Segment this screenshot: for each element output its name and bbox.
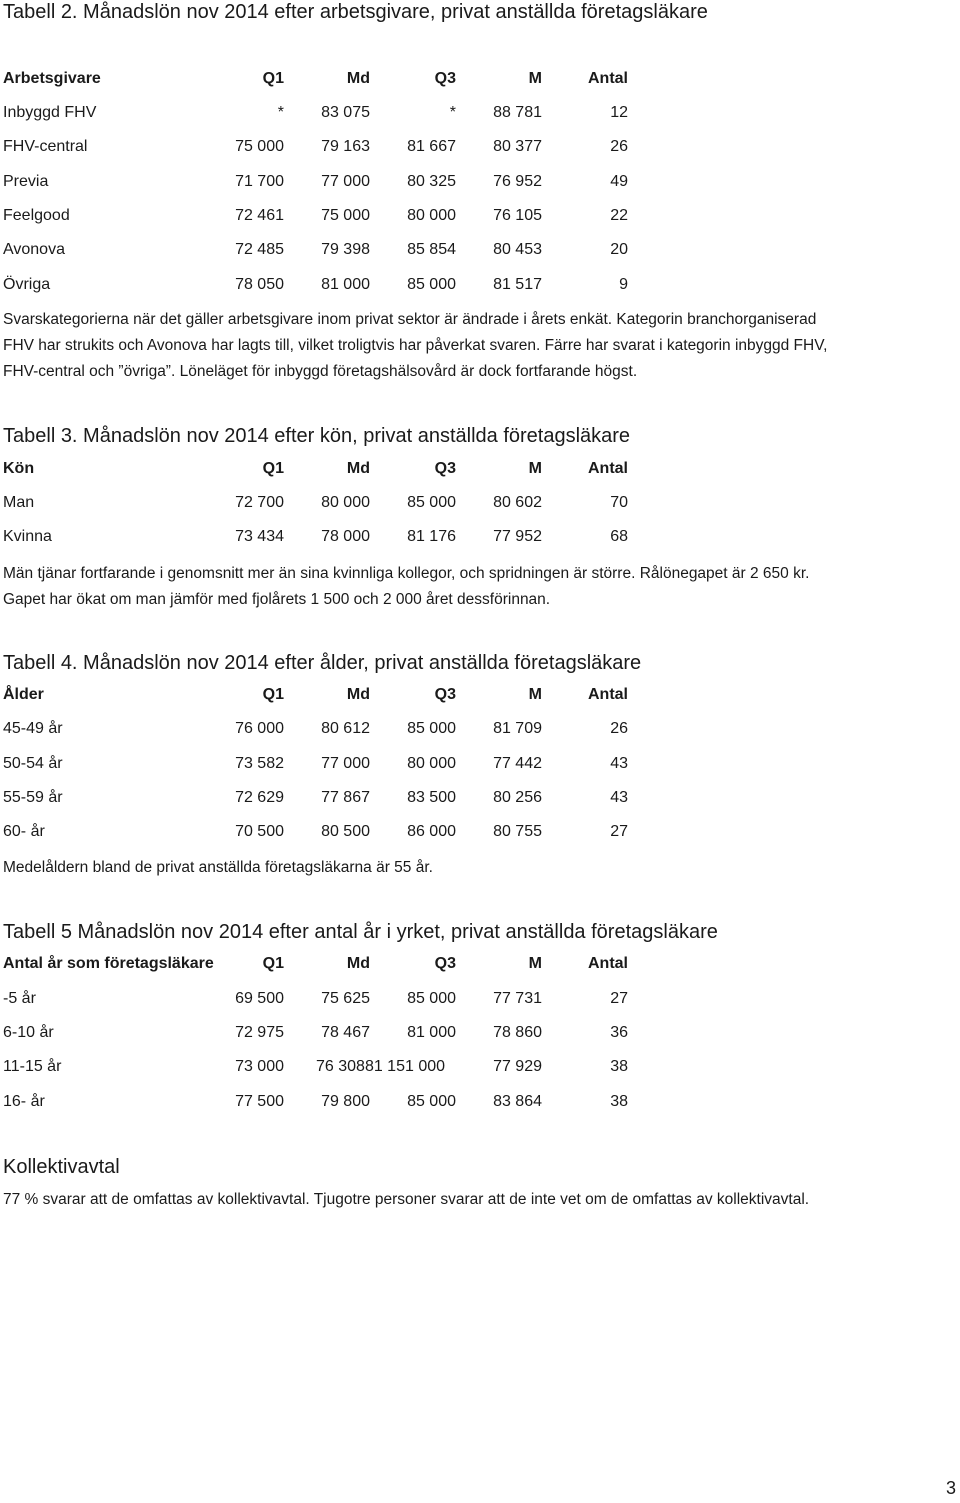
cell-md: 81 000 — [321, 276, 370, 293]
note-line: FHV-central och ”övriga”. Löneläget för inbyggd företagshälsovård är dock fortfarande högst. — [3, 363, 638, 380]
cell-q1: 72 485 — [235, 241, 284, 258]
table-row — [0, 1058, 640, 1080]
table4-header-q3: Q3 — [434, 686, 456, 703]
cell-q3: 80 325 — [407, 173, 456, 190]
note-line: Gapet har ökat om man jämför med fjolårets 1 500 och 2 000 året dessförinnan. — [3, 591, 551, 608]
cell-q1: 71 700 — [235, 173, 284, 190]
cell-q1: 73 582 — [235, 755, 284, 772]
table-row — [0, 823, 640, 845]
table2-header-label: Arbetsgivare — [3, 70, 101, 87]
table-row — [0, 789, 640, 811]
cell-antal: 26 — [610, 720, 628, 737]
table5-title: Tabell 5 Månadslön nov 2014 efter antal år i yrket, privat anställda företagsläkare — [3, 921, 718, 943]
cell-q3: 83 500 — [407, 789, 456, 806]
table-row — [0, 755, 640, 777]
kollektivavtal-text: 77 % svarar att de omfattas av kollektivavtal. Tjugotre personer svarar att de inte vet om de omfattas av kollektivavtal. — [3, 1191, 810, 1208]
cell-q1: 77 500 — [235, 1093, 284, 1110]
table4-header-md: Md — [346, 686, 370, 703]
note-line: Svarskategorierna när det gäller arbetsgivare inom privat sektor är ändrade i årets enkät. Kategorin branchorganiserad — [3, 311, 817, 328]
cell-q1: 72 975 — [235, 1024, 284, 1041]
cell-q3: * — [449, 104, 456, 121]
table5-header-q3: Q3 — [434, 955, 456, 972]
cell-q1: 76 000 — [235, 720, 284, 737]
table3-note — [3, 561, 809, 613]
table3-header-row — [0, 460, 640, 482]
table3-header-q3: Q3 — [434, 460, 456, 477]
cell-md: 77 000 — [321, 755, 370, 772]
cell-m: 88 781 — [493, 104, 542, 121]
cell-m: 81 517 — [493, 276, 542, 293]
table4-header-m: M — [528, 686, 542, 703]
table-row — [0, 138, 640, 160]
cell-q3: 85 000 — [407, 1093, 456, 1110]
table2-title: Tabell 2. Månadslön nov 2014 efter arbetsgivare, privat anställda företagsläkare — [3, 1, 708, 23]
cell-md: 79 163 — [321, 138, 370, 155]
cell-q3: 81 000 — [407, 1024, 456, 1041]
cell-m: 80 453 — [493, 241, 542, 258]
cell-q1: 73 434 — [235, 528, 284, 545]
cell-md: 77 867 — [321, 789, 370, 806]
table4-header-label: Ålder — [3, 686, 44, 703]
table3-header-label: Kön — [3, 460, 35, 477]
note-line: FHV har strukits och Avonova har lagts till, vilket troligtvis har påverkat svaren. Färre har svarat i kategorin inbyggd FHV, — [3, 337, 828, 354]
row-label: 55-59 år — [3, 789, 63, 806]
cell-q1: 69 500 — [235, 990, 284, 1007]
table5-header-md: Md — [346, 955, 370, 972]
cell-q3: 80 000 — [407, 755, 456, 772]
note-line: Medelåldern bland de privat anställda företagsläkarna är 55 år. — [3, 859, 433, 876]
row-label: Feelgood — [3, 207, 70, 224]
cell-antal: 26 — [610, 138, 628, 155]
cell-q1: 73 000 — [235, 1058, 284, 1075]
cell-m: 80 256 — [493, 789, 542, 806]
table3-header-q1: Q1 — [262, 460, 284, 477]
cell-antal: 20 — [610, 241, 628, 258]
table5-header-label: Antal år som företagsläkare — [3, 955, 214, 972]
row-label: 16- år — [3, 1093, 45, 1110]
row-label: 60- år — [3, 823, 45, 840]
cell-antal: 27 — [610, 990, 628, 1007]
cell-q1: 75 000 — [235, 138, 284, 155]
table2-note — [3, 307, 827, 385]
table3-title: Tabell 3. Månadslön nov 2014 efter kön, privat anställda företagsläkare — [3, 425, 631, 447]
table-row — [0, 1093, 640, 1115]
table3-header-m: M — [528, 460, 542, 477]
table4-header-antal: Antal — [588, 686, 628, 703]
table3-header-antal: Antal — [588, 460, 628, 477]
cell-md: 78 467 — [321, 1024, 370, 1041]
cell-m: 83 864 — [493, 1093, 542, 1110]
cell-md: 80 000 — [321, 494, 370, 511]
table-row — [0, 494, 640, 516]
row-label: Man — [3, 494, 35, 511]
cell-md: 76 30881 151 000 — [316, 1058, 446, 1075]
table5-header-q1: Q1 — [262, 955, 284, 972]
row-label: Kvinna — [3, 528, 52, 545]
cell-antal: 36 — [610, 1024, 628, 1041]
cell-md: 79 398 — [321, 241, 370, 258]
table5-header-antal: Antal — [588, 955, 628, 972]
table4-title: Tabell 4. Månadslön nov 2014 efter ålder, privat anställda företagsläkare — [3, 652, 642, 674]
row-label: 11-15 år — [3, 1058, 62, 1075]
table4-header-row — [0, 686, 640, 708]
cell-md: 79 800 — [321, 1093, 370, 1110]
cell-antal: 22 — [610, 207, 628, 224]
table2-header-row — [0, 70, 640, 92]
table-row — [0, 528, 640, 550]
table2-header-q3: Q3 — [434, 70, 456, 87]
cell-md: 80 612 — [321, 720, 370, 737]
cell-antal: 38 — [610, 1093, 628, 1110]
cell-md: 77 000 — [321, 173, 370, 190]
table5-header-m: M — [528, 955, 542, 972]
cell-q1: 70 500 — [235, 823, 284, 840]
table2-header-antal: Antal — [588, 70, 628, 87]
cell-q3: 81 667 — [407, 138, 456, 155]
cell-m: 77 952 — [493, 528, 542, 545]
cell-antal: 12 — [610, 104, 628, 121]
cell-m: 76 105 — [493, 207, 542, 224]
cell-antal: 9 — [619, 276, 628, 293]
table3-header-md: Md — [346, 460, 370, 477]
row-label: 50-54 år — [3, 755, 63, 772]
row-label: 45-49 år — [3, 720, 63, 737]
cell-md: 78 000 — [321, 528, 370, 545]
cell-antal: 38 — [610, 1058, 628, 1075]
cell-q3: 81 176 — [407, 528, 456, 545]
cell-m: 81 709 — [493, 720, 542, 737]
table4-note — [3, 855, 433, 881]
table-row — [0, 276, 640, 298]
cell-q3: 80 000 — [407, 207, 456, 224]
cell-antal: 68 — [610, 528, 628, 545]
row-label: Inbyggd FHV — [3, 104, 97, 121]
table2-header-q1: Q1 — [262, 70, 284, 87]
cell-md: 80 500 — [321, 823, 370, 840]
row-label: Avonova — [3, 241, 65, 258]
table2-header-md: Md — [346, 70, 370, 87]
cell-antal: 27 — [610, 823, 628, 840]
table-row — [0, 173, 640, 195]
cell-q3: 85 000 — [407, 494, 456, 511]
note-line: Män tjänar fortfarande i genomsnitt mer än sina kvinnliga kollegor, och spridningen är större. Rålönegapet är 2 650 kr. — [3, 565, 810, 582]
table-row — [0, 241, 640, 263]
row-label: Previa — [3, 173, 49, 190]
cell-q3: 85 000 — [407, 276, 456, 293]
table-row — [0, 104, 640, 126]
table-row — [0, 207, 640, 229]
table4-header-q1: Q1 — [262, 686, 284, 703]
cell-q3: 86 000 — [407, 823, 456, 840]
cell-q3: 85 854 — [407, 241, 456, 258]
cell-m: 77 929 — [493, 1058, 542, 1075]
cell-q1: 78 050 — [235, 276, 284, 293]
row-label: 6-10 år — [3, 1024, 54, 1041]
cell-m: 78 860 — [493, 1024, 542, 1041]
row-label: -5 år — [3, 990, 36, 1007]
cell-q1: 72 700 — [235, 494, 284, 511]
cell-antal: 49 — [610, 173, 628, 190]
cell-antal: 43 — [610, 755, 628, 772]
cell-m: 80 602 — [493, 494, 542, 511]
table-row — [0, 1024, 640, 1046]
table-row — [0, 990, 640, 1012]
cell-q1: 72 629 — [235, 789, 284, 806]
cell-m: 80 755 — [493, 823, 542, 840]
cell-m: 80 377 — [493, 138, 542, 155]
table5-header-row — [0, 955, 640, 977]
cell-md: 83 075 — [321, 104, 370, 121]
cell-m: 77 731 — [493, 990, 542, 1007]
cell-q3: 85 000 — [407, 720, 456, 737]
cell-q3: 85 000 — [407, 990, 456, 1007]
cell-md: 75 000 — [321, 207, 370, 224]
page-number: 3 — [946, 1478, 957, 1498]
row-label: Övriga — [3, 276, 51, 293]
cell-antal: 43 — [610, 789, 628, 806]
cell-q1: * — [277, 104, 284, 121]
cell-q1: 72 461 — [235, 207, 284, 224]
cell-md: 75 625 — [321, 990, 370, 1007]
cell-antal: 70 — [610, 494, 628, 511]
table2-header-m: M — [528, 70, 542, 87]
cell-m: 76 952 — [493, 173, 542, 190]
kollektivavtal-heading: Kollektivavtal — [3, 1156, 120, 1178]
row-label: FHV-central — [3, 138, 88, 155]
table-row — [0, 720, 640, 742]
cell-m: 77 442 — [493, 755, 542, 772]
